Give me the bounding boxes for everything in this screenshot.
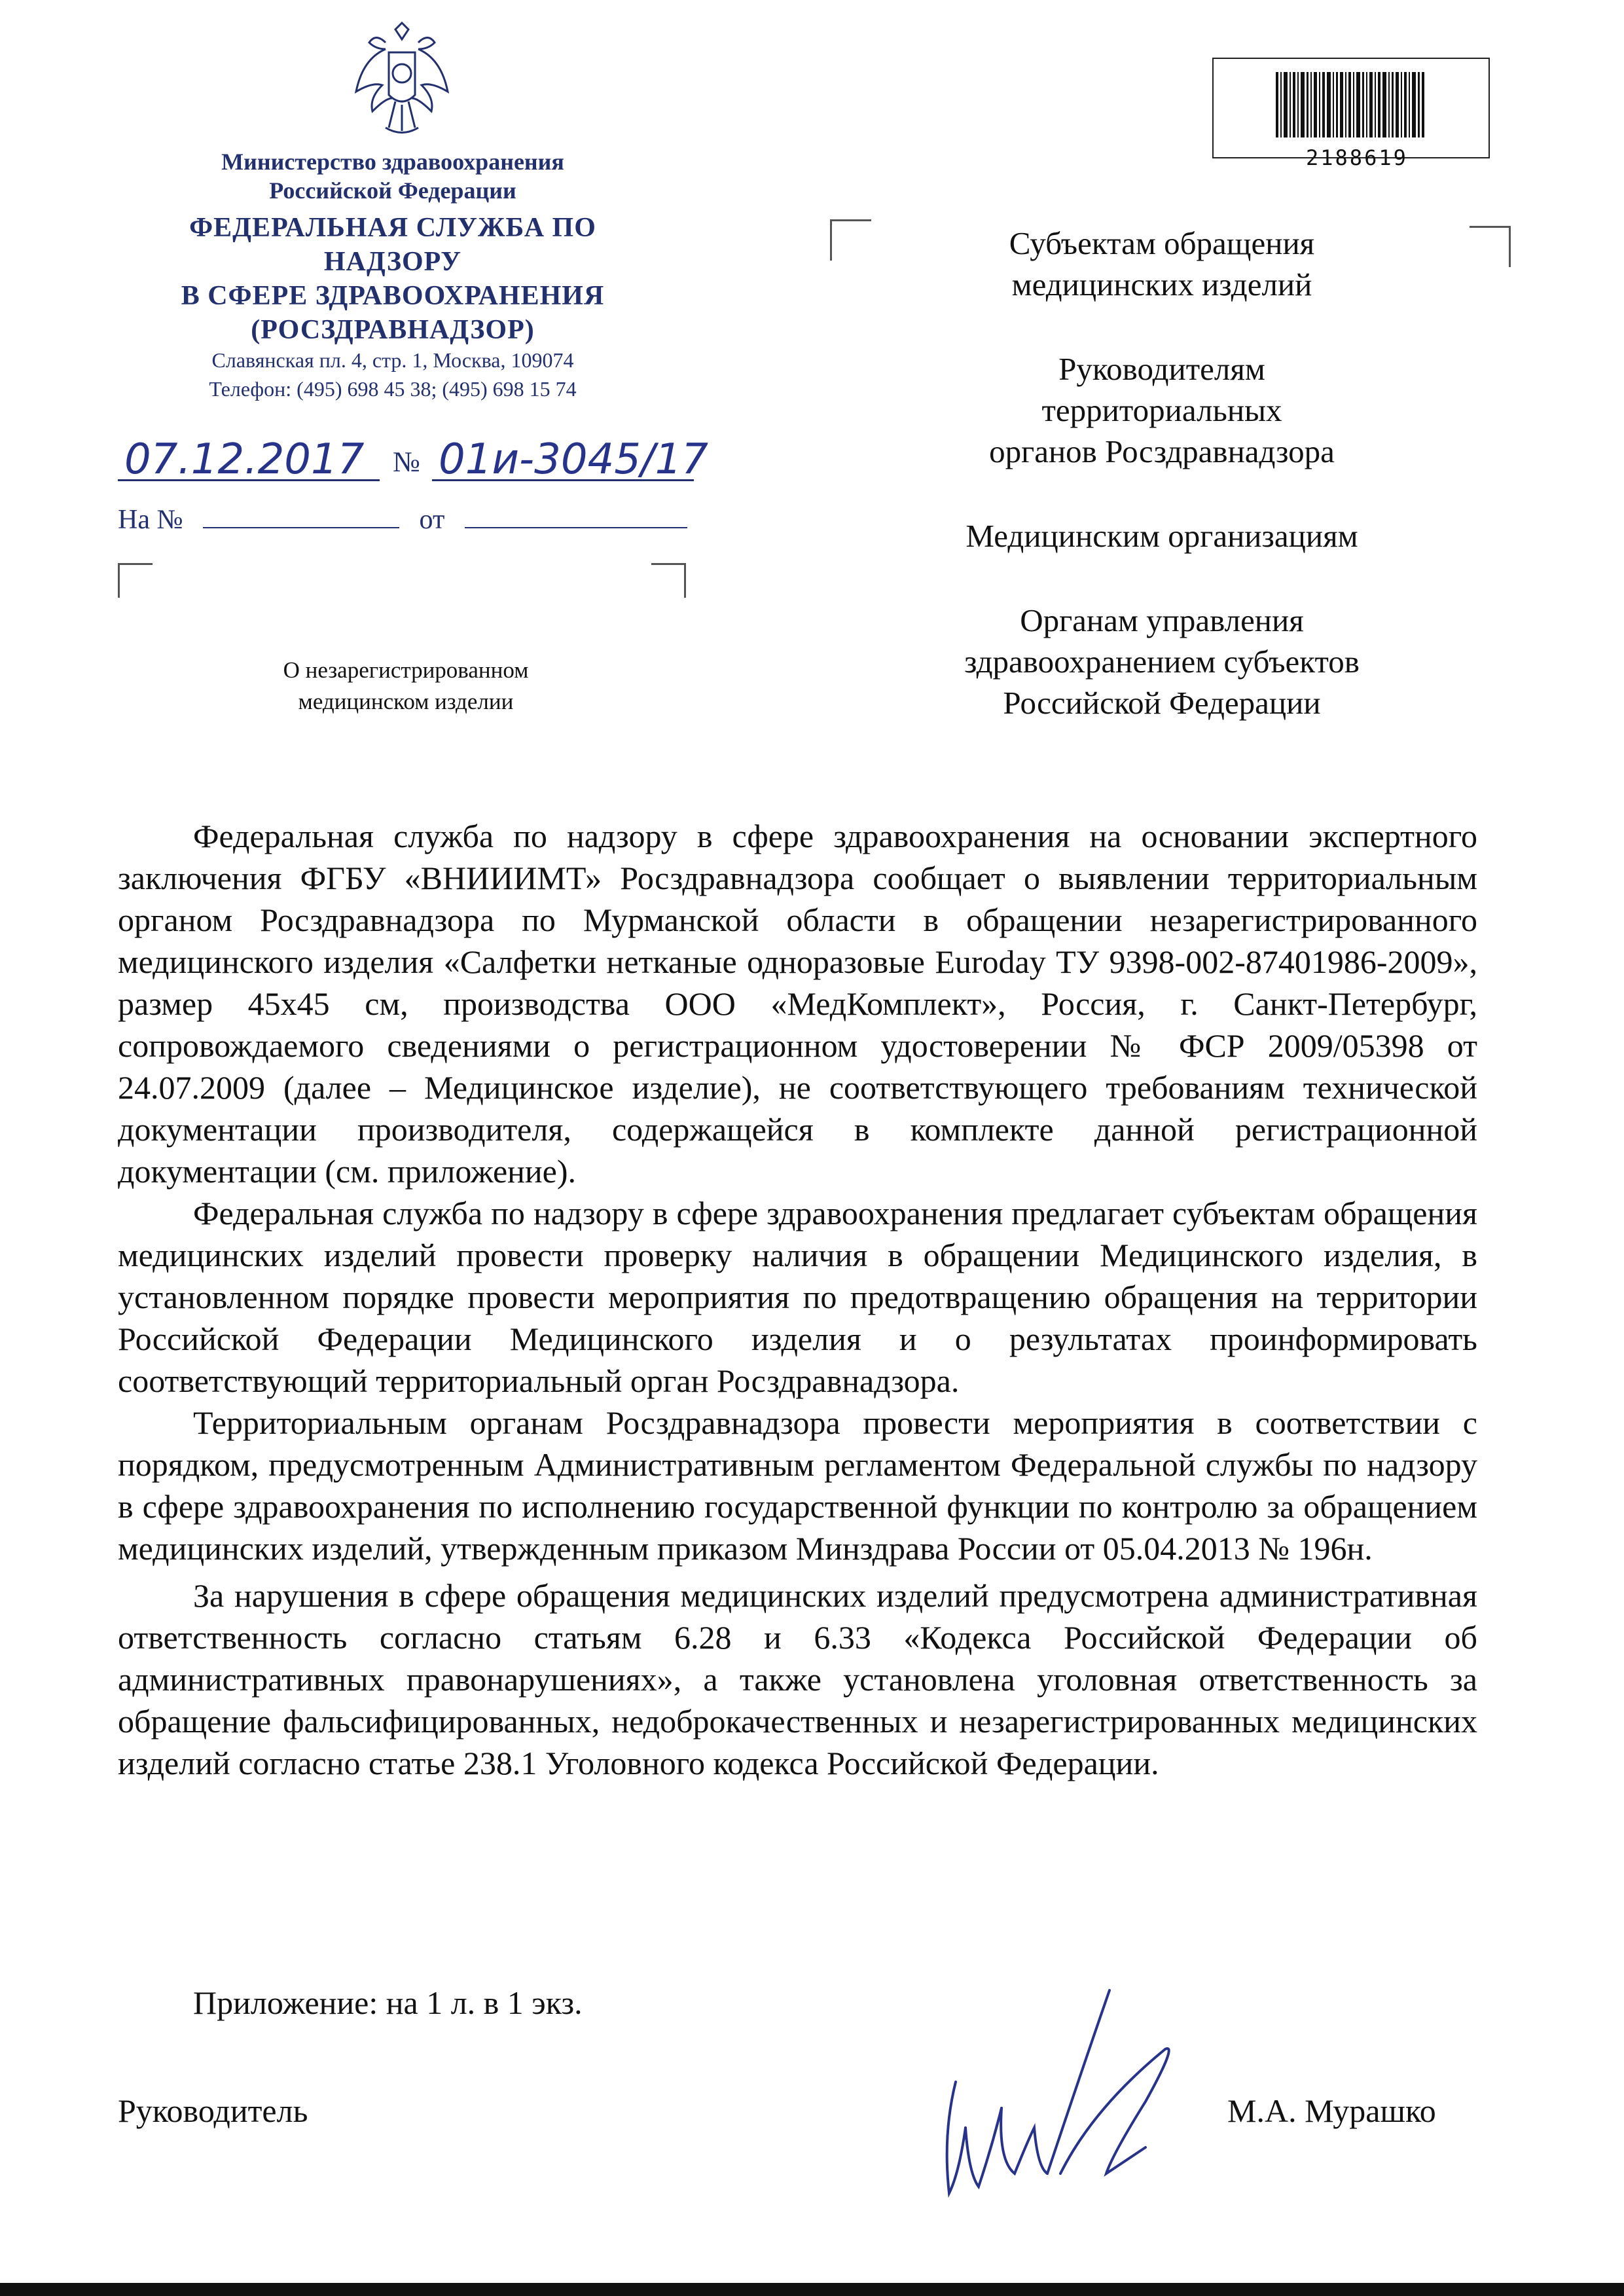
registration-date: 07.12.2017: [124, 435, 365, 484]
body-paragraph-4: За нарушения в сфере обращения медицинских изделий предусмотрена административная ответственность согласно статьям 6.28 и 6.33 «Кодекса Российской Федерации об административных правонарушениях», а также установлена уголовная ответственность за обращение фальсифицированных, недоброкачественных и незарегистрированных медицинских изделий согласно статье 238.1 Уголовного кодекса Российской Федерации.: [118, 1577, 1477, 1781]
coat-of-arms-emblem: [350, 20, 454, 141]
addressee-1: Субъектам обращения медицинских изделий: [1009, 225, 1315, 302]
scan-bottom-edge: [0, 2283, 1624, 2296]
appendix-note: Приложение: на 1 л. в 1 экз.: [193, 1984, 583, 2021]
registration-number: 01и-3045/17: [439, 435, 708, 484]
ministry-name: Министерство здравоохранения Российской Федерации: [221, 149, 564, 204]
bracket-top-left: [118, 563, 153, 598]
body-paragraph-2: Федеральная служба по надзору в сфере здравоохранения предлагает субъектам обращения медицинских изделий провести проверку наличия в обращении Медицинского изделия, в установленном порядке провести мероприятия по предотвращению обращения на территории Российской Федерации Медицинского изделия и о результатах проинформировать соответствующий территориальный орган Росздравнадзора.: [118, 1195, 1477, 1399]
bracket-top-right: [651, 563, 686, 598]
addressee-bracket-left: [830, 219, 871, 261]
body-paragraph-3: Территориальным органам Росздравнадзора провести мероприятия в соответствии с порядком, предусмотренным Административным регламентом Федеральной службы по надзору в сфере здравоохранения по исполнению государственной функции по контролю за обращением медицинских изделий, утвержденным приказом Минздрава России от 05.04.2013 № 196н.: [118, 1404, 1477, 1567]
addressee-bracket-right: [1470, 226, 1511, 267]
service-address: Славянская пл. 4, стр. 1, Москва, 109074 Телефон: (495) 698 45 38; (495) 698 15 74: [209, 348, 577, 401]
addressee-4: Органам управления здравоохранением субъектов Российской Федерации: [964, 602, 1360, 721]
addressee-2: Руководителям территориальных органов Росздравнадзора: [989, 351, 1335, 469]
handwritten-signature: [929, 1977, 1231, 2226]
signatory-position: Руководитель: [118, 2092, 308, 2129]
registration-line: [118, 435, 779, 498]
body-paragraph-1: Федеральная служба по надзору в сфере здравоохранения на основании экспертного заключения ФГБУ «ВНИИИМТ» Росздравнадзора сообщает о выявлении территориальным органом Росздравнадзора по Мурманской области в обращении незарегистрированного медицинского изделия «Салфетки нетканые одноразовые Euroday ТУ 9398-002-87401986-2009», размер 45х45 см, производства ООО «МедКомплект», Россия, г. Санкт-Петербург, сопровождаемого сведениями о регистрационном удостоверении № ФСР 2009/05398 от 24.07.2009 (далее – Медицинское изделие), не соответствующего требованиям технической документации производителя, содержащейся в комплекте данной регистрационной документации (см. приложение).: [118, 818, 1477, 1190]
reference-line: На № от: [118, 504, 687, 536]
signatory-name: М.А. Мурашко: [1227, 2092, 1436, 2129]
barcode-number: 2188619: [1306, 145, 1408, 170]
letter-body: [118, 815, 1477, 1784]
barcode: [1212, 58, 1490, 158]
addressees-block: [890, 223, 1434, 767]
service-name: ФЕДЕРАЛЬНАЯ СЛУЖБА ПО НАДЗОРУ В СФЕРЕ ЗДРАВООХРАНЕНИЯ (РОСЗДРАВНАДЗОР): [181, 213, 605, 345]
addressee-3: Медицинским организациям: [965, 518, 1358, 554]
letter-subject: О незарегистрированном медицинском изделии: [283, 657, 529, 714]
number-sign: №: [393, 446, 420, 478]
